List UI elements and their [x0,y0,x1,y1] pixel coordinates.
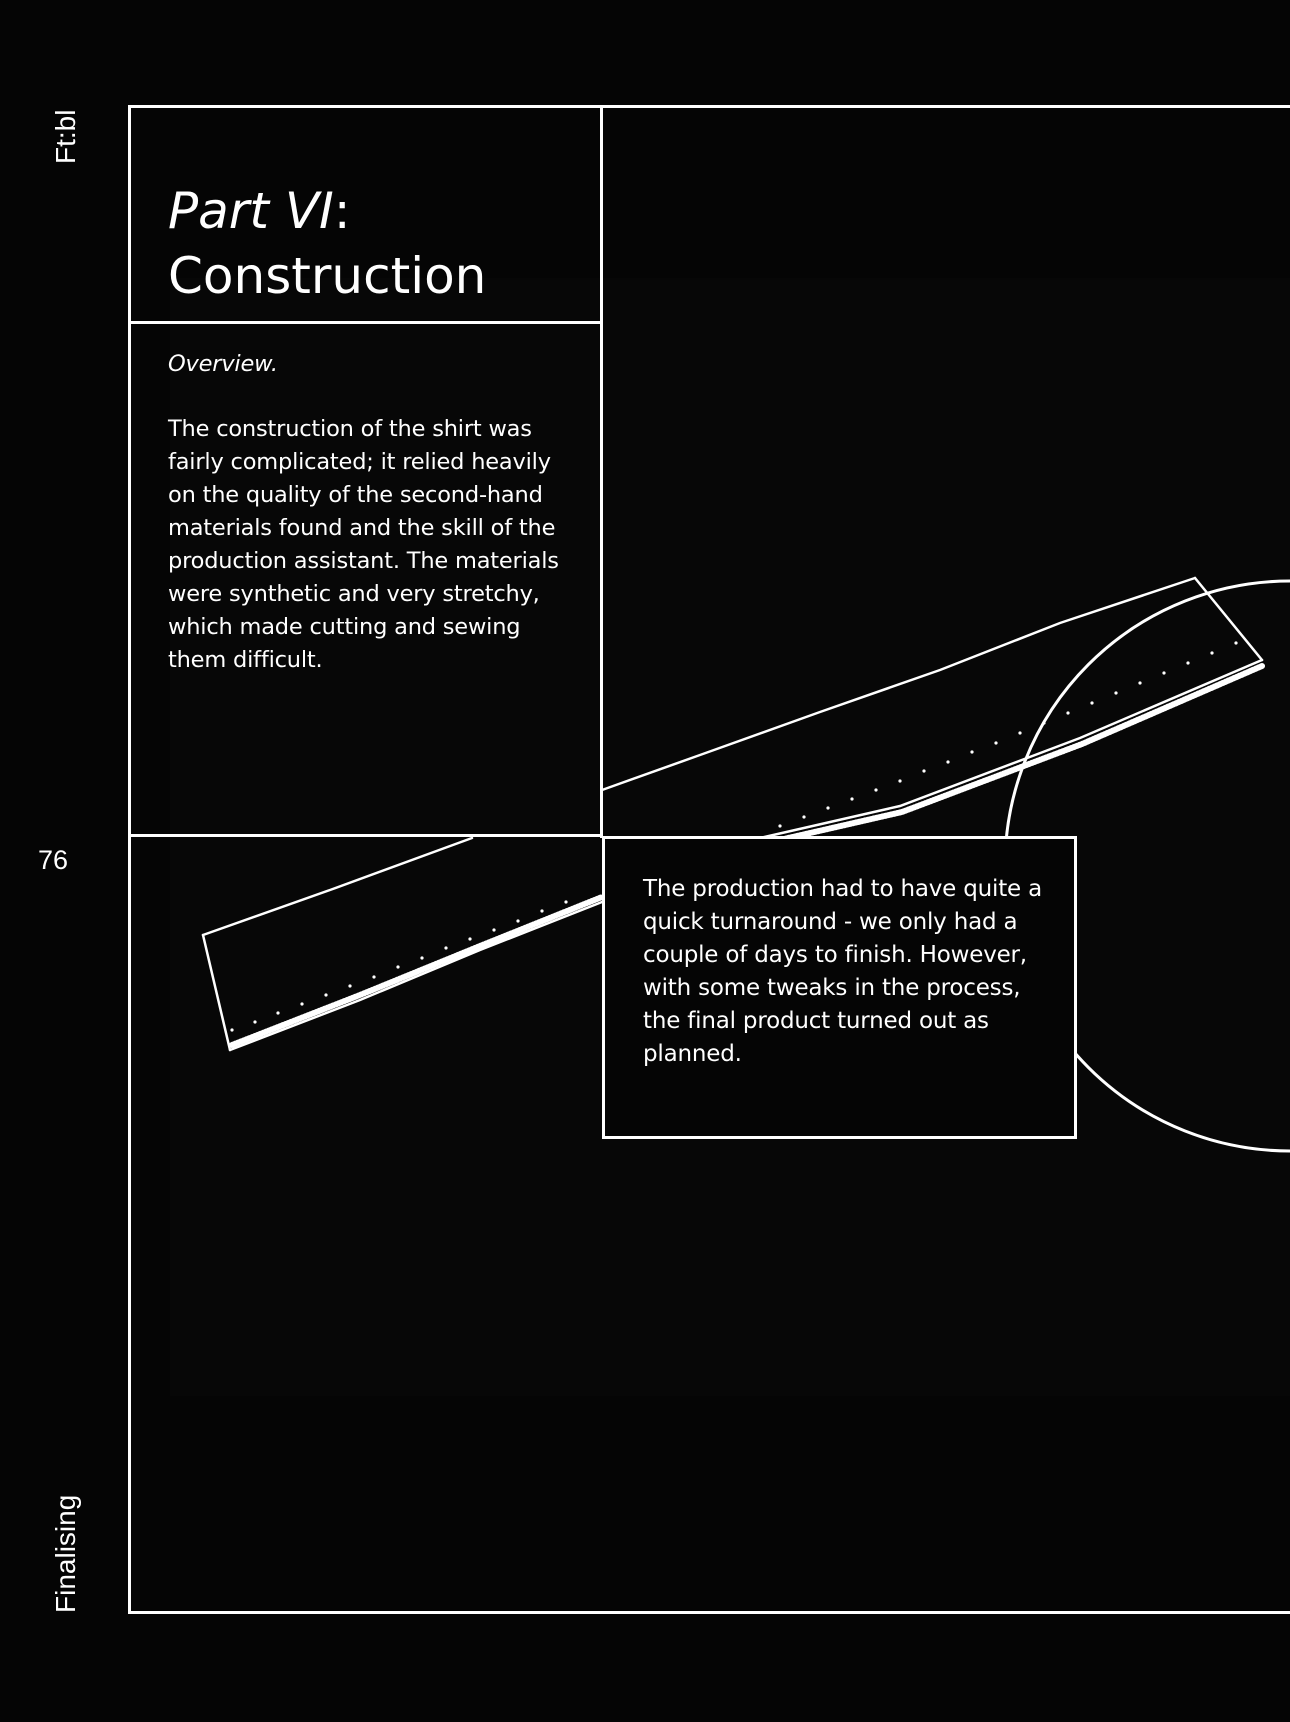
overview-section [168,348,573,677]
overview-heading: Overview. [168,351,278,377]
title-main: Construction [168,247,487,305]
production-note [602,836,1077,1139]
section-label: Finalising [50,1494,81,1613]
production-note-text: The production had to have quite a quick turnaround - we only had a couple of days to finish. However, with some tweaks in the process, the final product turned out as planned. [643,876,1042,1067]
frame-top-line [128,105,1290,108]
title-divider-line [128,321,603,324]
overview-body: The construction of the shirt was fairly complicated; it relied heavily on the quality of the second-hand materials found and the skill of the production assistant. The materials were synthetic and very stretchy, which made cutting and sewing them difficult. [168,416,559,673]
page-title [168,179,486,309]
brand-label: Ft:bl [50,109,81,164]
frame-left-line [128,105,131,1614]
page-number: 76 [38,845,69,875]
overview-bottom-line [128,834,603,837]
frame-bottom-line [128,1611,1290,1614]
title-colon: : [333,182,351,240]
title-line-1 [168,179,486,244]
column-divider-line [600,105,603,838]
title-prefix: Part VI [168,182,334,240]
